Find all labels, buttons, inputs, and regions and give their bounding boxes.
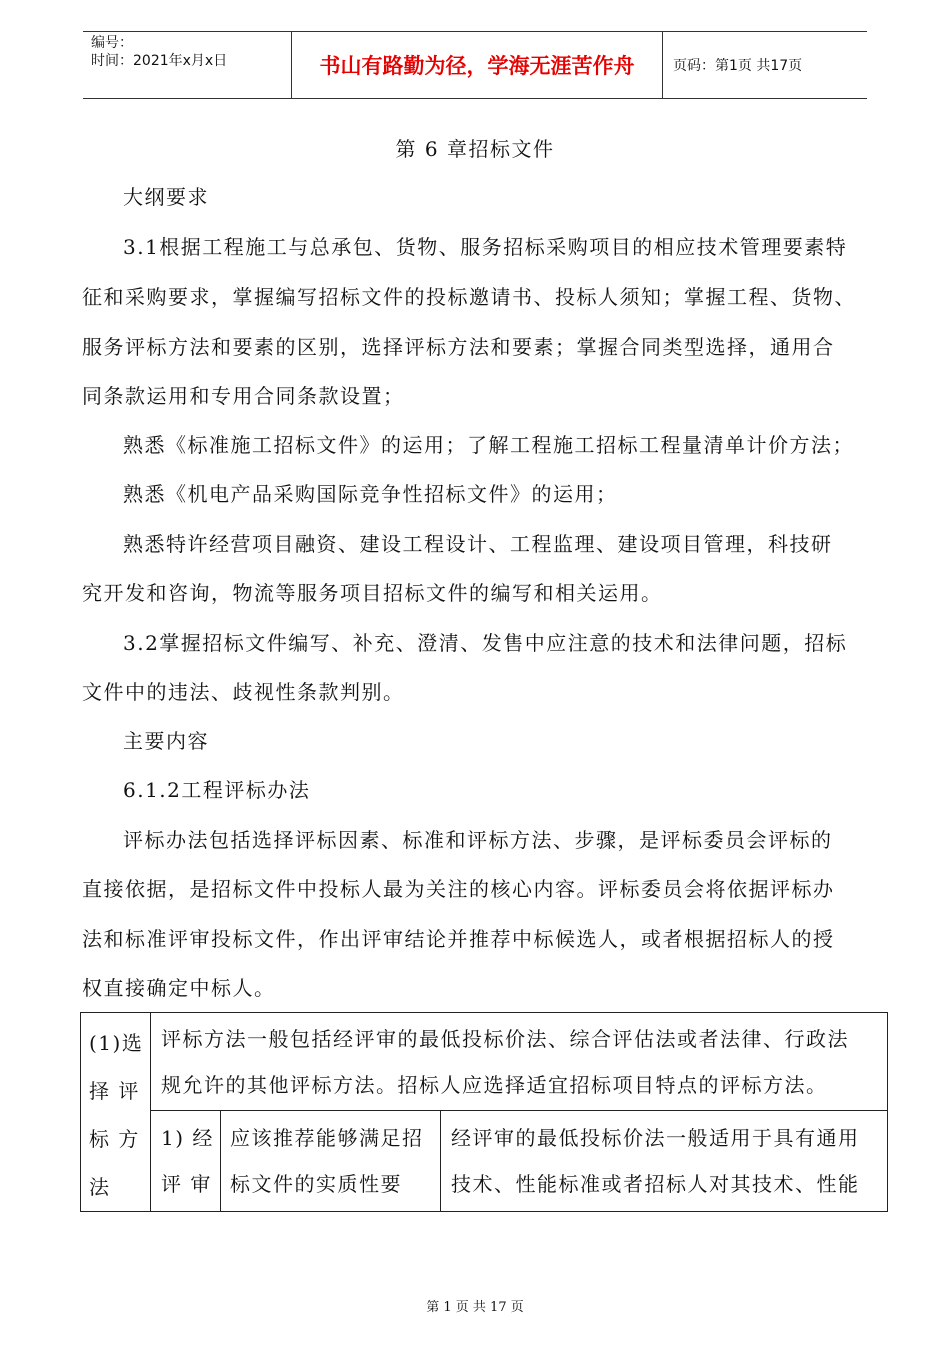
table-divider (220, 1110, 221, 1211)
table-cell-text: 技术、性能标准或者招标人对其技术、性能 (451, 1172, 860, 1196)
table-row-header (89, 1019, 147, 1211)
paragraph-line: 文件中的违法、歧视性条款判别。 (82, 680, 405, 704)
table-cell (161, 1115, 217, 1207)
header-page-info: 页码：第1页 共17页 (673, 58, 803, 74)
table-cell-text: 评标方法一般包括经评审的最低投标价法、综合评估法或者法律、行政法 (161, 1027, 849, 1051)
paragraph-line: 服务评标方法和要素的区别，选择评标方法和要素；掌握合同类型选择，通用合 (82, 335, 835, 359)
table-cell-text: 应该推荐能够满足招 (230, 1126, 424, 1150)
paragraph-line: 3.2掌握招标文件编写、补充、澄清、发售中应注意的技术和法律问题，招标 (123, 631, 848, 655)
paragraph-line: 权直接确定中标人。 (82, 976, 276, 1000)
table-cell (230, 1115, 438, 1207)
table-cell-text: 规允许的其他评标方法。招标人应选择适宜招标项目特点的评标方法。 (161, 1073, 828, 1097)
table-divider (150, 1013, 151, 1211)
table-cell-text: 标 方 (89, 1127, 140, 1151)
paragraph-line: 征和采购要求，掌握编写招标文件的投标邀请书、投标人须知；掌握工程、货物、 (82, 285, 856, 309)
table-cell-text: 标文件的实质性要 (230, 1172, 402, 1196)
paragraph-line: 同条款运用和专用合同条款设置； (82, 384, 405, 408)
paragraph-line: 熟悉《机电产品采购国际竞争性招标文件》的运用； (123, 482, 618, 506)
table-cell-text: 法 (89, 1175, 111, 1199)
paragraph-line: 熟悉《标准施工招标文件》的运用；了解工程施工招标工程量清单计价方法； (123, 433, 854, 457)
evaluation-method-table (80, 1012, 888, 1212)
table-cell (161, 1016, 885, 1108)
table-cell-text: 1) 经 (161, 1126, 214, 1150)
paragraph-line: 评标办法包括选择评标因素、标准和评标方法、步骤，是评标委员会评标的 (123, 828, 833, 852)
table-cell-text: 择 评 (89, 1079, 140, 1103)
document-header (83, 31, 867, 99)
section-heading: 主要内容 (123, 729, 209, 753)
paragraph-line: 直接依据，是招标文件中投标人最为关注的核心内容。评标委员会将依据评标办 (82, 877, 835, 901)
table-divider (440, 1110, 441, 1211)
outline-heading: 大纲要求 (123, 185, 209, 209)
subsection-heading: 6.1.2工程评标办法 (123, 778, 311, 802)
table-cell-text: (1)选 (89, 1031, 144, 1055)
time-label: 时间：2021年x月x日 (91, 53, 228, 69)
chapter-title: 第 6 章招标文件 (395, 137, 555, 161)
number-label: 编号： (91, 35, 133, 51)
paragraph-line: 熟悉特许经营项目融资、建设工程设计、工程监理、建设项目管理，科技研 (123, 532, 833, 556)
paragraph-line: 法和标准评审投标文件，作出评审结论并推荐中标候选人，或者根据招标人的授 (82, 927, 835, 951)
header-motto: 书山有路勤为径，学海无涯苦作舟 (292, 32, 663, 98)
paragraph-line: 究开发和咨询，物流等服务项目招标文件的编写和相关运用。 (82, 581, 663, 605)
page-footer: 第 1 页 共 17 页 (426, 1300, 524, 1315)
table-divider (150, 1110, 887, 1111)
header-meta (83, 32, 292, 98)
table-cell (451, 1115, 885, 1207)
paragraph-line: 3.1根据工程施工与总承包、货物、服务招标采购项目的相应技术管理要素特 (123, 235, 848, 259)
table-cell-text: 评 审 (161, 1172, 212, 1196)
table-cell-text: 经评审的最低投标价法一般适用于具有通用 (451, 1126, 860, 1150)
